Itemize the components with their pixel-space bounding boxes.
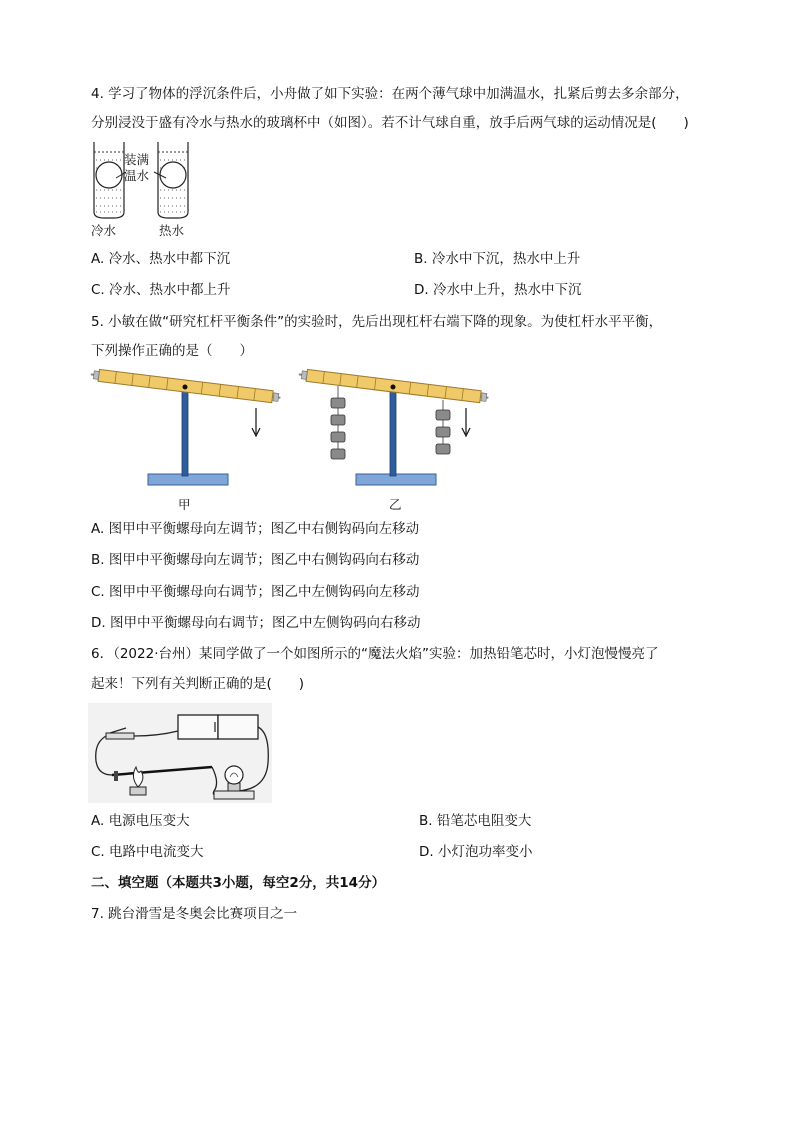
q6-option-c: C. 电路中电流变大 [91,844,204,860]
q4-label-warm-water: 温水 [124,168,150,183]
q5-option-a: A. 图甲中平衡螺母向左调节；图乙中右侧钩码向左移动 [91,521,420,537]
section-title-fill-in: 二、填空题（本题共3小题，每空2分，共14分） [91,875,386,891]
q6-option-a: A. 电源电压变大 [91,813,190,829]
q5-stem-line1: 5. 小敏在做“研究杠杆平衡条件”的实验时，先后出现杠杆右端下降的现象。为使杠杆水平平衡， [91,314,663,330]
q7-stem-line1: 7. 跳台滑雪是冬奥会比赛项目之一 [91,906,298,922]
q5-option-d: D. 图甲中平衡螺母向右调节；图乙中左侧钩码向右移动 [91,615,421,631]
q6-circuit-figure [88,703,272,803]
q4-option-a: A. 冷水、热水中都下沉 [91,251,231,267]
q6-stem-line1: 6．（2022·台州）某同学做了一个如图所示的“魔法火焰”实验：加热铅笔芯时，小灯泡慢慢亮了 [91,646,659,662]
q6-stem-line2: 起来！下列有关判断正确的是( ) [91,676,305,692]
q5-label-yi: 乙 [389,497,402,512]
q5-label-jia: 甲 [178,497,191,512]
q5-lever-figure-yi [296,360,496,495]
q4-label-cold-water: 冷水 [91,223,117,238]
q6-option-b: B. 铅笔芯电阻变大 [419,813,532,829]
q5-option-c: C. 图甲中平衡螺母向右调节；图乙中左侧钩码向左移动 [91,584,420,600]
q6-option-d: D. 小灯泡功率变小 [419,844,533,860]
q4-option-d: D. 冷水中上升，热水中下沉 [414,282,582,298]
q5-stem-line2: 下列操作正确的是（ ） [91,343,253,359]
q5-lever-figure-jia [88,360,288,495]
q4-label-hot-water: 热水 [159,223,185,238]
q4-option-b: B. 冷水中下沉，热水中上升 [414,251,581,267]
q4-label-full: 装满 [124,152,150,167]
q4-stem-line2: 分别浸没于盛有冷水与热水的玻璃杯中（如图）。若不计气球自重，放手后两气球的运动情况是( ) [91,115,689,131]
q4-stem-line1: 4. 学习了物体的浮沉条件后，小舟做了如下实验：在两个薄气球中加满温水，扎紧后剪去多余部分， [91,86,689,102]
q4-option-c: C. 冷水、热水中都上升 [91,282,231,298]
q5-option-b: B. 图甲中平衡螺母向左调节；图乙中右侧钩码向右移动 [91,552,420,568]
